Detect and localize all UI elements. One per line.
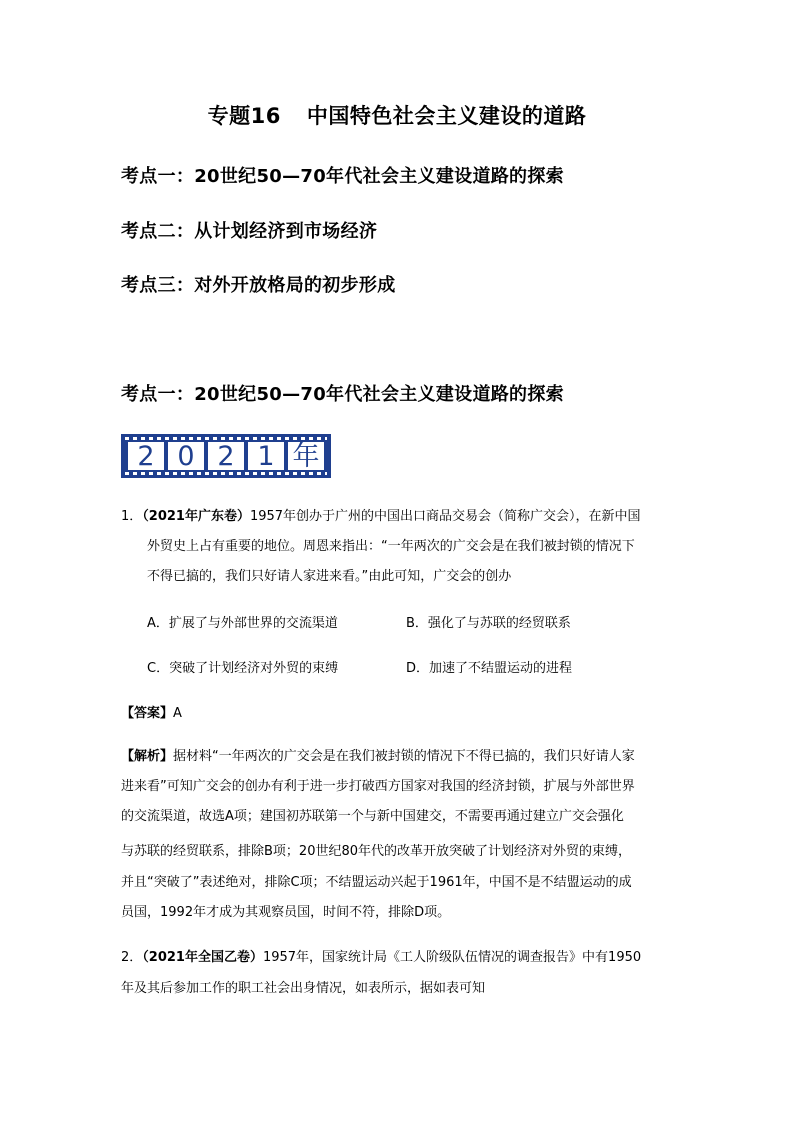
kaodian-2: 考点二：从计划经济到市场经济 <box>121 221 378 242</box>
analysis-label: 【解析】 <box>121 749 174 764</box>
answer-value: A <box>173 706 182 721</box>
question-source: （2021年全国乙卷） <box>142 950 263 965</box>
option-a: A．扩展了与外部世界的交流渠道 <box>147 616 338 631</box>
answer-line <box>121 707 182 720</box>
title-topic-number: 专题16 <box>207 104 281 128</box>
question-source: （2021年广东卷） <box>142 509 250 524</box>
section-heading: 考点一：20世纪50—70年代社会主义建设道路的探索 <box>121 384 564 405</box>
kaodian-3: 考点三：对外开放格局的初步形成 <box>121 275 396 296</box>
question-2-line-2: 年及其后参加工作的职工社会出身情况，如表所示，据如表可知 <box>121 981 486 996</box>
question-1-line-1 <box>121 510 681 523</box>
year-digit: 0 <box>167 441 205 471</box>
question-2-line-1 <box>121 951 681 964</box>
question-text: 1957年创办于广州的中国出口商品交易会（简称广交会），在新中国 <box>249 509 641 524</box>
analysis-text: 据材料“一年两次的广交会是在我们被封锁的情况下不得已搞的，我们只好请人家 <box>173 749 635 764</box>
option-d: D．加速了不结盟运动的进程 <box>406 661 573 676</box>
title-topic-name: 中国特色社会主义建设的道路 <box>306 104 587 128</box>
year-char: 年 <box>287 441 325 471</box>
year-digit: 2 <box>207 441 245 471</box>
question-number: 1． <box>121 509 143 524</box>
analysis-line-2: 进来看”可知广交会的创办有利于进一步打破西方国家对我国的经济封锁，扩展与外部世界 <box>121 779 635 794</box>
kaodian-1: 考点一：20世纪50—70年代社会主义建设道路的探索 <box>121 166 564 187</box>
answer-label: 【答案】 <box>121 706 174 721</box>
year-badge <box>121 434 331 478</box>
analysis-line-4: 与苏联的经贸联系，排除B项；20世纪80年代的改革开放突破了计划经济对外贸的束缚， <box>121 844 632 859</box>
analysis-line-6: 员国，1992年才成为其观察员国，时间不符，排除D项。 <box>121 905 451 920</box>
analysis-line-1 <box>121 750 681 763</box>
option-c: C．突破了计划经济对外贸的束缚 <box>147 661 339 676</box>
analysis-line-3: 的交流渠道，故选A项；建国初苏联第一个与新中国建交，不需要再通过建立广交会强化 <box>121 809 624 824</box>
question-1-line-2: 外贸史上占有重要的地位。周恩来指出：“一年两次的广交会是在我们被封锁的情况下 <box>147 539 635 554</box>
question-text: 1957年，国家统计局《工人阶级队伍情况的调查报告》中有1950 <box>262 950 642 965</box>
question-number: 2． <box>121 950 143 965</box>
year-digit: 1 <box>247 441 285 471</box>
analysis-line-5: 并且“突破了”表述绝对，排除C项；不结盟运动兴起于1961年，中国不是不结盟运动的成 <box>121 875 632 890</box>
option-b: B．强化了与苏联的经贸联系 <box>406 616 571 631</box>
page-title <box>0 100 794 130</box>
year-digit: 2 <box>127 441 165 471</box>
question-1-line-3: 不得已搞的，我们只好请人家进来看。”由此可知，广交会的创办 <box>147 569 512 584</box>
